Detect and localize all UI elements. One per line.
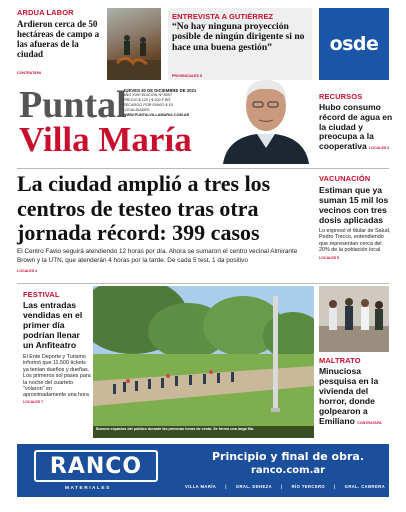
osde-logo: osde bbox=[329, 33, 379, 55]
top-left-story[interactable] bbox=[17, 8, 161, 80]
kicker: MALTRATO bbox=[319, 356, 361, 365]
portrait-figure bbox=[217, 76, 313, 164]
kicker: FESTIVAL bbox=[23, 290, 60, 299]
section-ref: LOCALES 4 bbox=[17, 269, 38, 273]
gutierrez-portrait bbox=[217, 76, 313, 164]
headline[interactable] bbox=[319, 366, 393, 428]
festival-story[interactable] bbox=[23, 290, 91, 440]
ranco-web[interactable]: ranco.com.ar bbox=[250, 465, 326, 476]
headline[interactable] bbox=[319, 103, 393, 154]
section-ref: LOCALES 7 bbox=[23, 399, 44, 404]
kicker: VACUNACIÓN bbox=[319, 174, 371, 183]
kicker: RECURSOS bbox=[319, 92, 363, 101]
masthead-meta bbox=[123, 88, 213, 118]
section-ref: CONTRATAPA bbox=[17, 71, 42, 75]
ranco-slogan: Principio y final de obra. bbox=[211, 450, 365, 463]
main-lead-text: El Centro Favio seguirá atendiendo 12 horas por día. Ahora se sumaron el centro vecinal Almirante Brown y la UTN, que atenderán 4 horas por la tarde. De cada 5 test, 1 da positivo bbox=[17, 248, 298, 264]
main-lead bbox=[17, 248, 309, 265]
city-separator: | bbox=[225, 484, 227, 489]
section-ref: LOCALES 6 bbox=[369, 146, 390, 151]
city: VILLA MARÍA bbox=[185, 484, 217, 489]
kicker: ARDUA LABOR bbox=[17, 8, 74, 17]
edition-shipping: RECARGO POR ENVÍO $ 15 bbox=[123, 103, 173, 107]
edition-web[interactable]: WWW.PUNTALVILLAMARIA.COM.AR bbox=[123, 113, 190, 117]
city: RÍO TERCERO bbox=[291, 484, 326, 489]
osde-ad[interactable] bbox=[319, 8, 389, 80]
body: El Ente Deporte y Turismo informó que 11.500 tickets ya tenían dueños y dueñas. Los primeros sol pases para la noche del cuarteto "volaron" en aproximadamente una hora bbox=[23, 354, 91, 399]
edition-price: PRECIO $ 120 | $ 200 F.INT. bbox=[123, 98, 172, 102]
main-headline[interactable]: La ciudad amplió a tres los centros de testeo tras otra jornada récord: 399 casos bbox=[17, 171, 271, 245]
section-ref: CONTRATAPA bbox=[357, 421, 382, 425]
city-separator: | bbox=[334, 484, 336, 489]
body: Lo expresó el titular de Salud, Pedro Trecco, entendiendo que representan cerca del 20% de la población local bbox=[319, 228, 391, 254]
maltrato-story[interactable] bbox=[319, 356, 393, 436]
headline[interactable]: “No hay ninguna proyección posible de ningún dirigente si no hace una buena gestión” bbox=[172, 21, 305, 53]
maltrato-photo bbox=[319, 286, 389, 352]
masthead-name-line2: Villa María bbox=[19, 120, 192, 159]
top-mid-story[interactable] bbox=[168, 8, 312, 80]
city-separator: | bbox=[281, 484, 283, 489]
police-figures bbox=[319, 286, 389, 352]
masthead-name-line1: Puntal bbox=[19, 84, 127, 126]
headline-text: Minuciosa pesquisa en la vivienda del horror, donde golpearon a Emiliano bbox=[319, 366, 379, 426]
ranco-ad[interactable] bbox=[17, 444, 389, 497]
section-ref: PROVINCIALES 8 bbox=[172, 74, 202, 78]
photo-caption: Buenos espacios del público durante las primeras horas de venta. Se formó una larga fila. bbox=[96, 427, 254, 431]
headline-text: Hubo consumo récord de agua en la ciudad y preocupa a la cooperativa bbox=[319, 102, 393, 152]
city: GRAL. CABRERA bbox=[344, 484, 385, 489]
kicker: ENTREVISTA A GUTIÉRREZ bbox=[172, 12, 274, 21]
headline[interactable]: Las entradas vendidas en el primer día podrían llenar un Anfiteatro bbox=[23, 300, 83, 350]
ranco-brand: RANCO bbox=[49, 453, 143, 479]
divider bbox=[17, 283, 389, 284]
main-story[interactable] bbox=[17, 172, 313, 280]
recursos-story[interactable] bbox=[319, 92, 393, 162]
fire-photo bbox=[107, 8, 161, 80]
edition-number: AÑO XXIII EDICIÓN Nº 8097 bbox=[123, 93, 173, 97]
headline[interactable]: Estiman que ya suman 15 mil los vecinos con tres dosis aplicadas bbox=[319, 185, 389, 225]
edition-localities: LOCALIDADES bbox=[123, 108, 150, 112]
section-ref: LOCALES 5 bbox=[319, 255, 340, 260]
edition-date: JUEVES 30 DE DICIEMBRE DE 2021 bbox=[123, 88, 197, 93]
headline[interactable]: Ardieron cerca de 50 hectáreas de campo a las afueras de la ciudad bbox=[17, 19, 100, 59]
ranco-logo bbox=[34, 450, 158, 482]
queue-scene bbox=[93, 286, 314, 438]
divider bbox=[17, 168, 389, 169]
ranco-cities bbox=[185, 484, 385, 489]
festival-queue-photo bbox=[93, 286, 314, 438]
firefighter-figures bbox=[107, 8, 161, 80]
ranco-sub: MATERIALES bbox=[65, 486, 111, 491]
vacunacion-story[interactable] bbox=[319, 174, 393, 278]
masthead bbox=[17, 86, 313, 166]
city: GRAL. DEHEZA bbox=[235, 484, 273, 489]
